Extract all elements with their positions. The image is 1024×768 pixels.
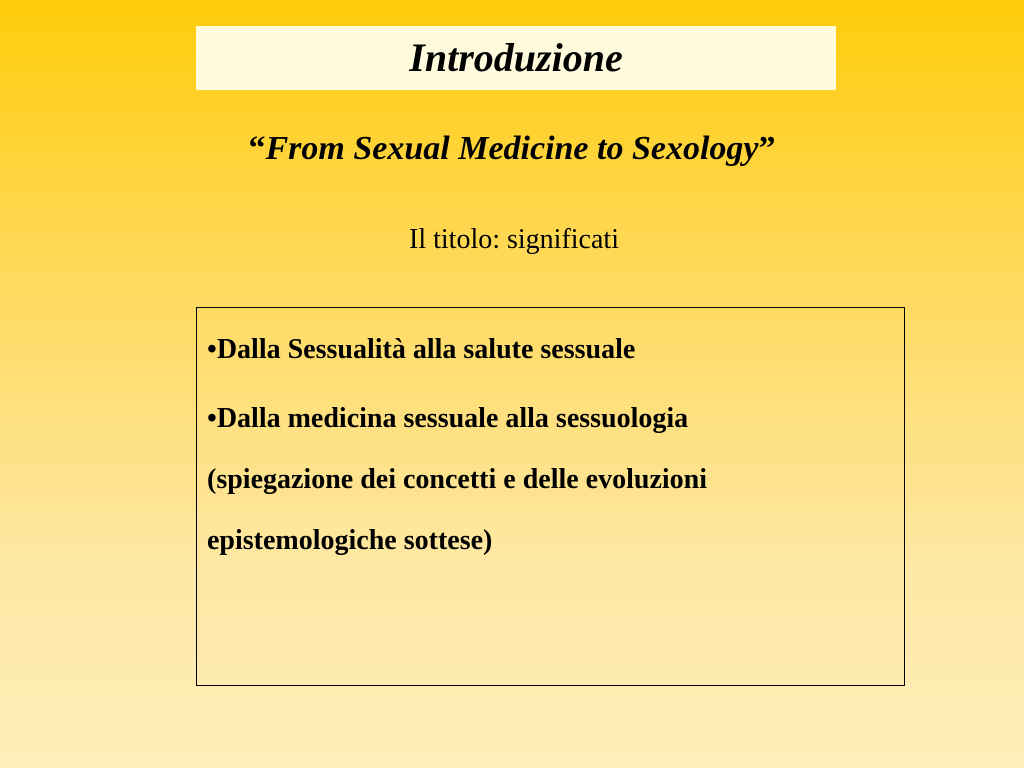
continuation-line: (spiegazione dei concetti e delle evoluzioni	[207, 464, 708, 495]
bullet-text: Dalla Sessualità alla salute sessuale	[216, 334, 636, 365]
section-label: Il titolo: significati	[409, 224, 619, 255]
slide-title: Introduzione	[409, 35, 623, 80]
continuation-line: epistemologiche sottese)	[207, 525, 493, 556]
subtitle-close-quote: ”	[758, 130, 776, 167]
bullet-item	[207, 388, 894, 449]
subtitle-text: From Sexual Medicine to Sexology	[265, 130, 759, 167]
slide-subtitle	[0, 130, 1024, 167]
title-box	[196, 26, 836, 90]
subtitle-open-quote: “	[248, 130, 266, 167]
bullet-text: Dalla medicina sessuale alla sessuologia	[216, 403, 689, 434]
bullet-dot: •	[207, 334, 217, 365]
bullet-dot: •	[207, 403, 217, 434]
bullet-item	[207, 328, 894, 372]
content-box	[196, 307, 905, 686]
